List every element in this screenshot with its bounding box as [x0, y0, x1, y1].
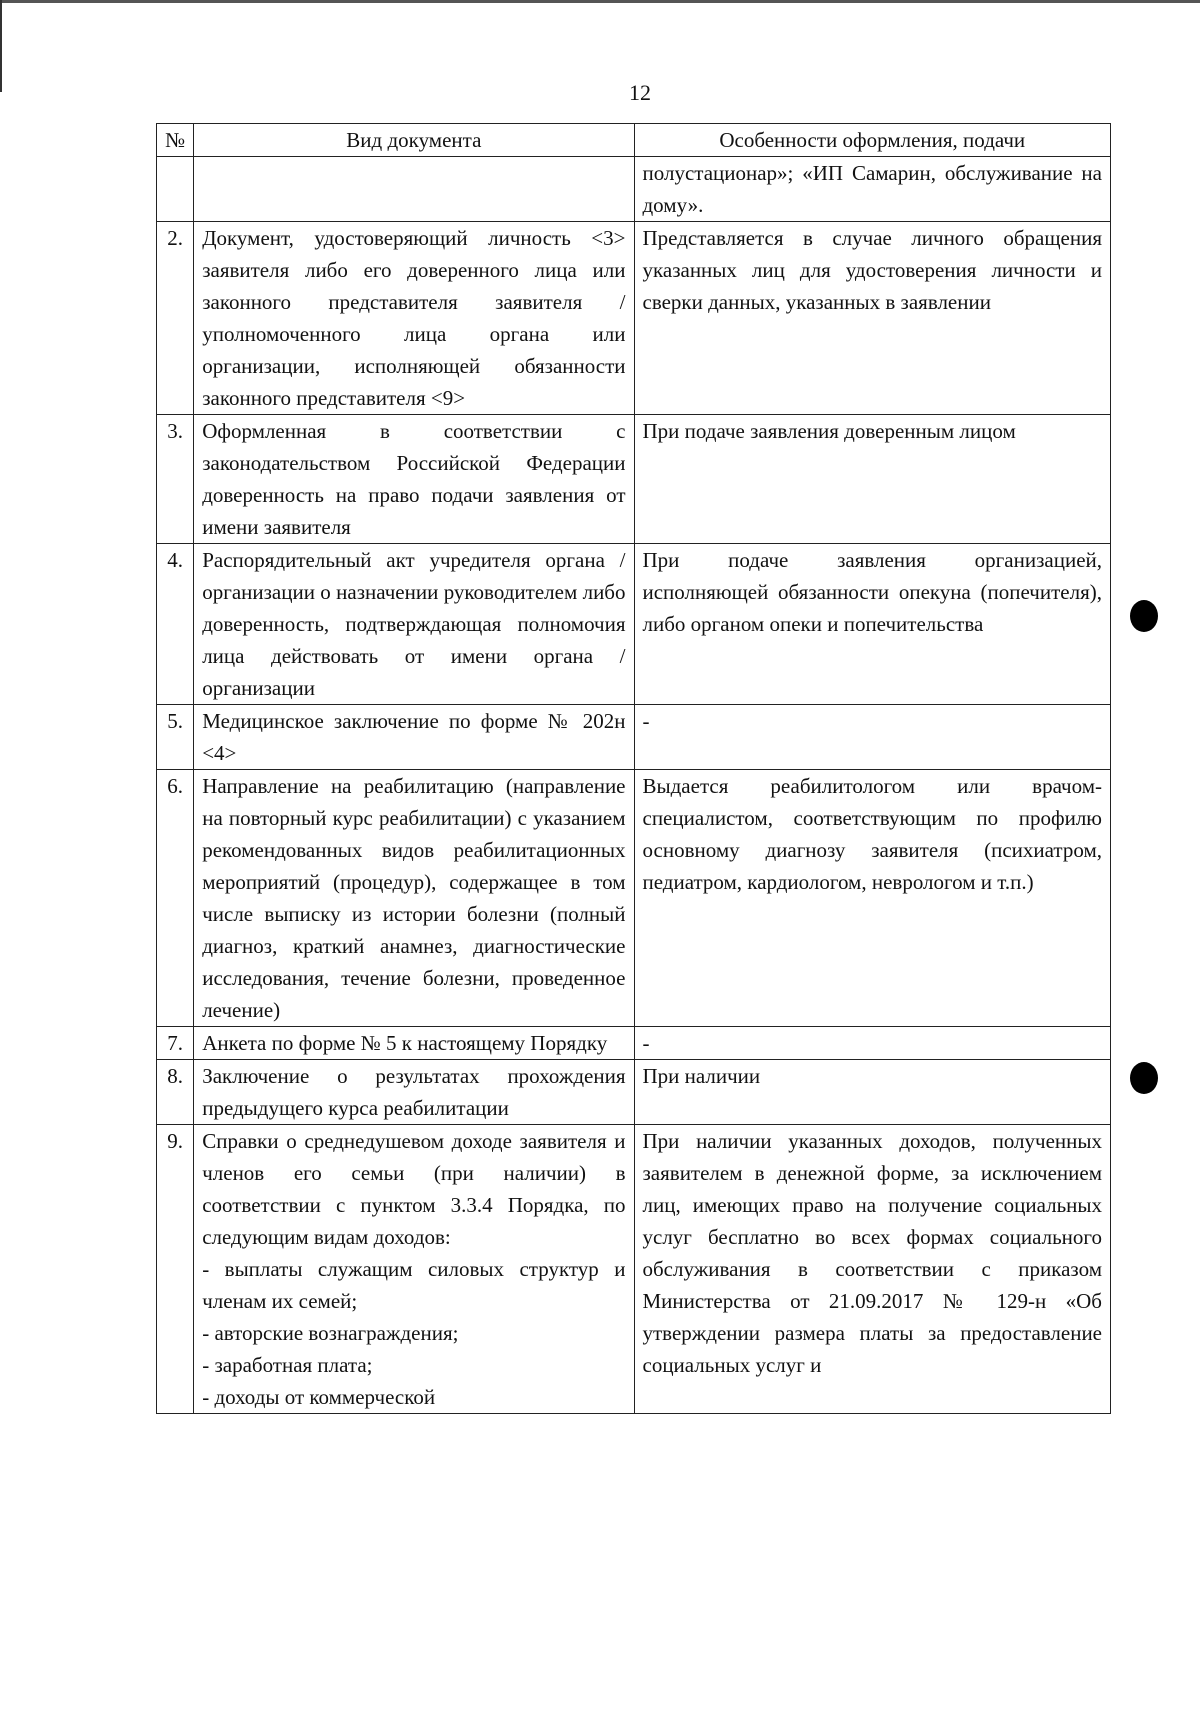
- row-document-type: Анкета по форме № 5 к настоящему Порядку: [194, 1027, 634, 1060]
- row-number: 6.: [157, 770, 194, 1027]
- row-document-type: [194, 157, 634, 222]
- row-number: 4.: [157, 544, 194, 705]
- header-document-type: Вид документа: [194, 124, 634, 157]
- punch-hole: [1130, 600, 1158, 632]
- row-submission-notes: При наличии: [634, 1060, 1111, 1125]
- punch-hole: [1130, 1062, 1158, 1094]
- table-row: [157, 415, 1111, 544]
- row-submission-notes: Представляется в случае личного обращения указанных лиц для удостоверения личности и сверки данных, указанных в заявлении: [634, 222, 1111, 415]
- row-submission-notes: При подаче заявления доверенным лицом: [634, 415, 1111, 544]
- row-number: 8.: [157, 1060, 194, 1125]
- table-row: [157, 1125, 1111, 1414]
- row-document-type: Распорядительный акт учредителя органа / организации о назначении руководителем либо доверенность, подтверждающая полномочия лица действовать от имени органа / организации: [194, 544, 634, 705]
- header-number: №: [157, 124, 194, 157]
- row-document-type: Заключение о результатах прохождения предыдущего курса реабилитации: [194, 1060, 634, 1125]
- table-row: [157, 544, 1111, 705]
- scan-left-border: [0, 0, 2, 92]
- row-submission-notes: -: [634, 705, 1111, 770]
- row-number: 7.: [157, 1027, 194, 1060]
- row-document-type: Документ, удостоверяющий личность <3> заявителя либо его доверенного лица или законного представителя заявителя / уполномоченного лица органа или организации, исполняющей обязанности законного представителя <9>: [194, 222, 634, 415]
- row-submission-notes: полустационар»; «ИП Самарин, обслуживание на дому».: [634, 157, 1111, 222]
- row-number: 9.: [157, 1125, 194, 1414]
- row-submission-notes: При наличии указанных доходов, полученных заявителем в денежной форме, за исключением лиц, имеющих право на получение социальных услуг бесплатно во всех формах социального обслуживания в соответствии с приказом Министерства от 21.09.2017 № 129-н «Об утверждении размера платы за предоставление социальных услуг и: [634, 1125, 1111, 1414]
- row-submission-notes: -: [634, 1027, 1111, 1060]
- table-row: [157, 1027, 1111, 1060]
- row-document-type: Справки о среднедушевом доходе заявителя и членов его семьи (при наличии) в соответствии с пунктом 3.3.4 Порядка, по следующим видам доходов: - выплаты служащим силовых структур и членам их семей; - авторские вознаграждения; - заработная плата; - доходы от коммерческой: [194, 1125, 634, 1414]
- page-number: 12: [629, 80, 651, 105]
- row-submission-notes: При подаче заявления организацией, исполняющей обязанности опекуна (попечителя), либо органом опеки и попечительства: [634, 544, 1111, 705]
- documents-table: [156, 123, 1111, 1414]
- row-number: 2.: [157, 222, 194, 415]
- table-row: [157, 1060, 1111, 1125]
- row-number: 3.: [157, 415, 194, 544]
- row-document-type: Оформленная в соответствии с законодательством Российской Федерации доверенность на право подачи заявления от имени заявителя: [194, 415, 634, 544]
- table-row: [157, 705, 1111, 770]
- table-row: [157, 770, 1111, 1027]
- header-submission-notes: Особенности оформления, подачи: [634, 124, 1111, 157]
- table-row: [157, 157, 1111, 222]
- table-row: [157, 222, 1111, 415]
- table-header-row: [157, 124, 1111, 157]
- row-number: 5.: [157, 705, 194, 770]
- row-number: [157, 157, 194, 222]
- scan-top-border: [0, 0, 1200, 3]
- row-document-type: Направление на реабилитацию (направление на повторный курс реабилитации) с указанием рекомендованных видов реабилитационных мероприятий (процедур), содержащее в том числе выписку из истории болезни (полный диагноз, краткий анамнез, диагностические исследования, течение болезни, проведенное лечение): [194, 770, 634, 1027]
- row-document-type: Медицинское заключение по форме № 202н <4>: [194, 705, 634, 770]
- row-submission-notes: Выдается реабилитологом или врачом-специалистом, соответствующим по профилю основному диагнозу заявителя (психиатром, педиатром, кардиологом, неврологом и т.п.): [634, 770, 1111, 1027]
